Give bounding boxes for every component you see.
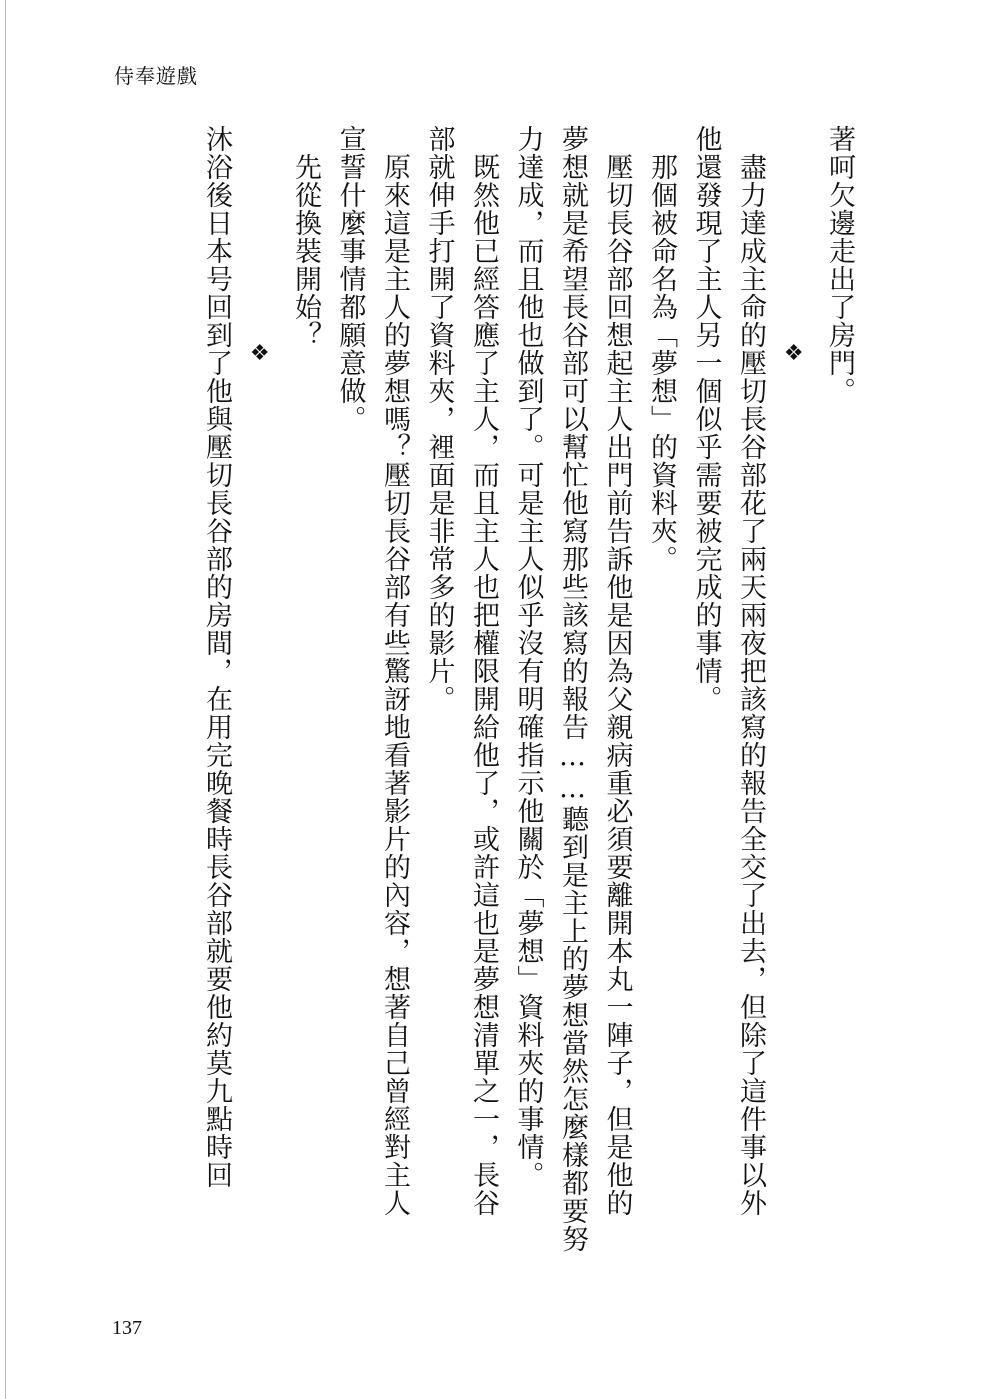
text-line: 原來這是主人的夢想嗎？壓切長谷部有些驚訝地看著影片的內容，想著自己曾經對主人 bbox=[379, 125, 410, 1217]
text-line: 既然他已經答應了主人，而且主人也把權限開給他了，或許這也是夢想清單之一，長谷 bbox=[468, 125, 499, 1217]
vertical-text-body bbox=[194, 125, 862, 1253]
text-line: 盡力達成主命的壓切長谷部花了兩天兩夜把該寫的報告全交了出去，但除了這件事以外 bbox=[735, 125, 766, 1217]
diamond-ornament-icon: ❖ bbox=[783, 341, 805, 366]
page-edge-line bbox=[5, 0, 6, 1399]
text-line: 著呵欠邊走出了房門。 bbox=[824, 125, 855, 405]
scene-break-ornament bbox=[772, 125, 817, 365]
text-line: 宣誓什麼事情都願意做。 bbox=[334, 125, 366, 433]
diamond-ornament-icon: ❖ bbox=[249, 341, 271, 366]
text-line: 他還發現了主人另一個似乎需要被完成的事情。 bbox=[690, 125, 722, 713]
page-number: 137 bbox=[112, 1317, 142, 1339]
text-line: 那個被命名為「夢想」的資料夾。 bbox=[646, 125, 677, 573]
text-line: 壓切長谷部回想起主人出門前告訴他是因為父親病重必須要離開本丸一陣子，但是他的 bbox=[601, 125, 633, 1217]
text-line: 先從換裝開始？ bbox=[290, 125, 321, 349]
scene-break-ornament bbox=[238, 125, 283, 365]
text-line: 夢想就是希望長谷部可以幫忙他寫那些該寫的報告……聽到是主上的夢想當然怎麼樣都要努 bbox=[557, 125, 588, 1253]
text-line: 力達成，而且他也做到了。可是主人似乎沒有明確指示他關於「夢想」資料夾的事情。 bbox=[512, 125, 544, 1189]
text-line: 部就伸手打開了資料夾，裡面是非常多的影片。 bbox=[423, 125, 455, 713]
running-header: 侍奉遊戲 bbox=[114, 64, 198, 88]
text-line: 沐浴後日本号回到了他與壓切長谷部的房間，在用完晚餐時長谷部就要他約莫九點時回 bbox=[201, 125, 232, 1189]
